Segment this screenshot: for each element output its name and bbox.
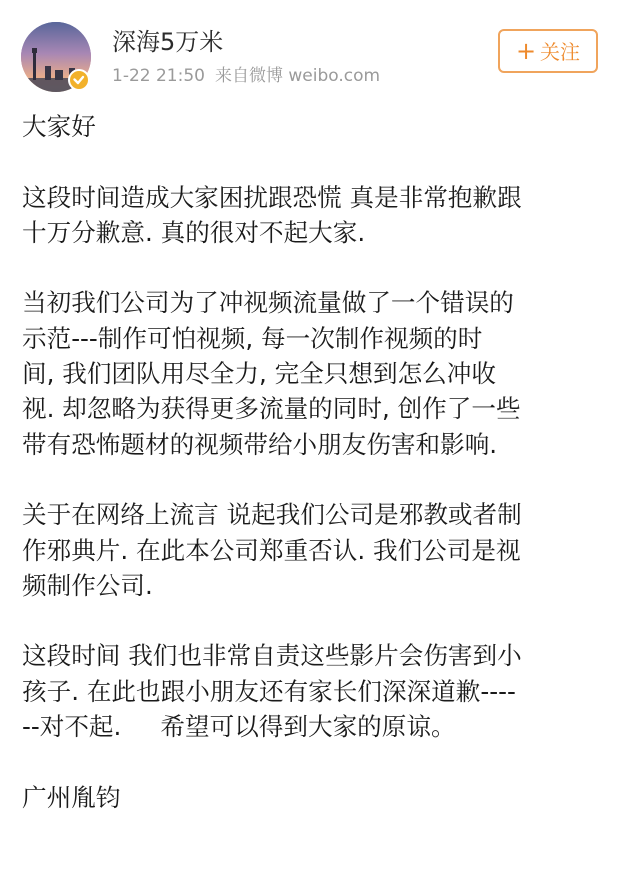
post-text-line: 孩子. 在此也跟小朋友还有家长们深深道歉---- (22, 676, 516, 706)
post-text-line: 频制作公司. (22, 570, 153, 600)
author-name[interactable]: 深海5万米 (112, 28, 224, 56)
post-meta (112, 65, 390, 87)
post-text-line: 十万分歉意. 真的很对不起大家. (22, 217, 366, 247)
post-body (22, 109, 602, 815)
post-header (0, 0, 620, 100)
plus-icon: + (515, 37, 537, 65)
post-signature: 广州胤钧 (22, 782, 121, 812)
post-text-line: 带有恐怖题材的视频带给小朋友伤害和影响. (22, 429, 498, 459)
post-text-line: --对不起. 希望可以得到大家的原谅。 (22, 712, 456, 742)
post-text-line: 当初我们公司为了冲视频流量做了一个错误的 (22, 288, 514, 318)
verified-badge-icon (68, 69, 90, 91)
post-text-line: 示范---制作可怕视频, 每一次制作视频的时 (22, 323, 483, 353)
post-text-line: 大家好 (22, 112, 96, 141)
post-text-line: 这段时间 我们也非常自责这些影片会伤害到小 (22, 641, 522, 671)
post-text-line: 间, 我们团队用尽全力, 完全只想到怎么冲收 (22, 359, 496, 389)
post-text-line: 视. 却忽略为获得更多流量的同时, 创作了一些 (22, 394, 521, 424)
post-text-line: 作邪典片. 在此本公司郑重否认. 我们公司是视 (22, 535, 521, 565)
follow-button[interactable] (498, 29, 598, 73)
post-source[interactable]: 来自微博 weibo.com (214, 66, 381, 86)
post-time: 1-22 21:50 (112, 66, 205, 86)
follow-button-label: 关注 (540, 40, 581, 64)
post-text-line: 关于在网络上流言 说起我们公司是邪教或者制 (22, 500, 522, 530)
post-text-line: 这段时间造成大家困扰跟恐慌 真是非常抱歉跟 (22, 182, 522, 212)
